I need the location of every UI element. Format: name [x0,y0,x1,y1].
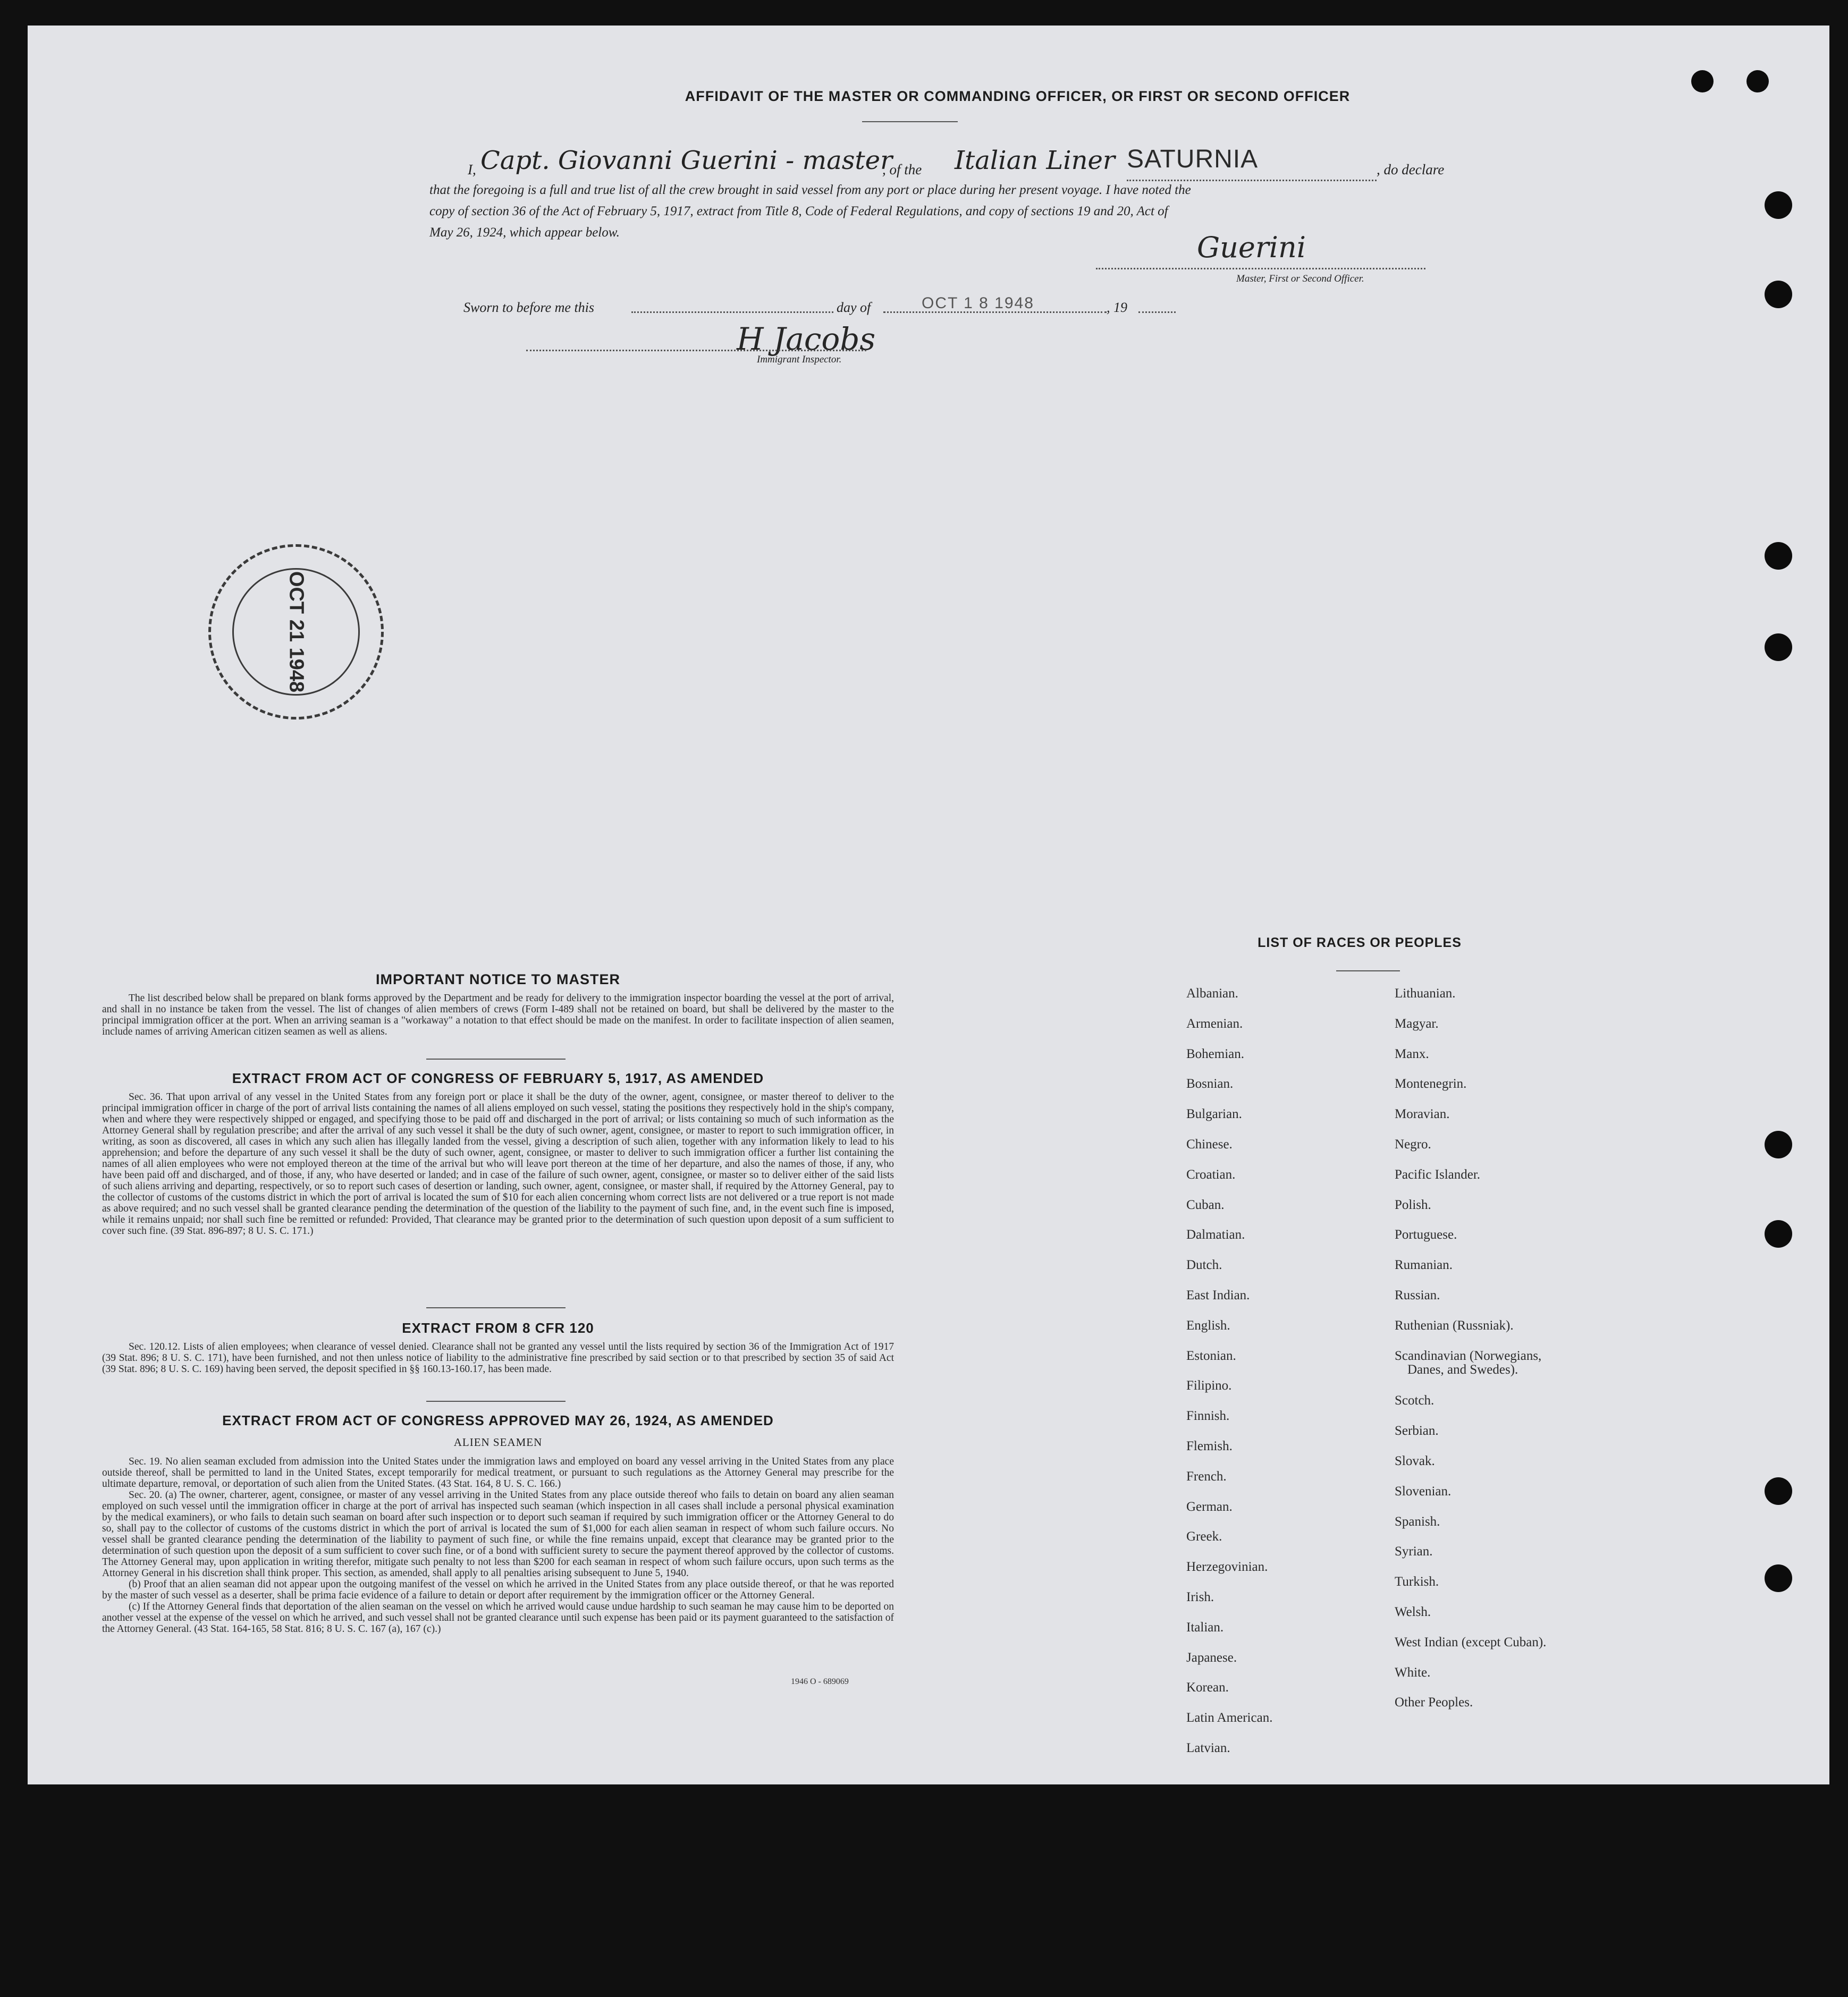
section-20b-paragraph: (b) Proof that an alien seaman did not appear upon the outgoing manifest of the vessel on which he arrived in the United States from any place outside thereof, or that he was reported by the master of such vessel as a deserter, shall be prima facie evidence of a failure to detain or deport after requirement by the immigration officer or the Attorney General. [102,1579,894,1601]
received-date-stamp [208,544,384,720]
race-item: Latin American. [1186,1711,1273,1725]
race-item: Korean. [1186,1680,1229,1695]
master-name: Capt. Giovanni Guerini - master [480,146,893,175]
race-item: Portuguese. [1395,1228,1457,1242]
race-item: Herzegovinian. [1186,1560,1268,1575]
affidavit-line-3: copy of section 36 of the Act of February 5, 1917, extract from Title 8, Code of Federal Regulations, and copy of sections 19 and 20, Act of [429,204,1168,218]
race-item: Ruthenian (Russniak). [1395,1318,1514,1333]
race-item: Dalmatian. [1186,1228,1245,1242]
punch-hole [1765,633,1792,661]
race-item: Scandinavian (Norwegians, [1395,1348,1542,1363]
race-item: Filipino. [1186,1378,1232,1393]
race-item: Bohemian. [1186,1046,1245,1061]
race-item: Armenian. [1186,1016,1243,1031]
race-item-continuation: Danes, and Swedes). [1407,1362,1518,1377]
day-of-label: day of [837,300,871,315]
extract-1924-title: EXTRACT FROM ACT OF CONGRESS APPROVED MAY 26, 1924, AS AMENDED [222,1412,774,1428]
race-item: Chinese. [1186,1137,1233,1152]
race-item: French. [1186,1469,1227,1484]
punch-hole [1765,281,1792,308]
punch-hole [1765,542,1792,570]
affidavit-line-2: that the foregoing is a full and true list of all the crew brought in said vessel from any port or place during her present voyage. I have noted the [429,183,1191,197]
races-left-column [1186,986,1388,1783]
extract-1917-title: EXTRACT FROM ACT OF CONGRESS OF FEBRUARY 5, 1917, AS AMENDED [232,1070,764,1086]
race-item: Welsh. [1395,1605,1431,1619]
race-item: Dutch. [1186,1258,1222,1273]
race-item: Irish. [1186,1590,1214,1604]
section-19-paragraph: Sec. 19. No alien seaman excluded from admission into the United States under the immigration laws and employed on board any vessel arriving in the United States from any place outside thereof, shall be permitted to land in the United States, except temporarily for medical treatment, or pursuant to such regulations as the Attorney General may prescribe for the ultimate departure, removal, or deportation of such alien from the United States. (43 Stat. 164, 8 U. S. C. 166.) [102,1456,894,1490]
punch-hole [1765,1220,1792,1248]
section-20c-paragraph: (c) If the Attorney General finds that deportation of the alien seaman on the vessel on which he arrived would cause undue hardship to such seaman he may cause him to be deported on another vessel at the expense of the vessel on which he arrived, and such vessel shall not be granted clearance until such expense has been paid or its payment guaranteed to the satisfaction of the Attorney General. (43 Stat. 164-165, 58 Stat. 816; 8 U. S. C. 167 (a), 167 (c).) [102,1601,894,1635]
extract-cfr-text [102,1341,894,1375]
document-page [28,26,1829,1784]
race-item: Spanish. [1395,1514,1440,1529]
race-item: Russian. [1395,1288,1440,1302]
race-item: Slovak. [1395,1454,1435,1468]
race-item: White. [1395,1665,1431,1680]
race-item: Rumanian. [1395,1258,1453,1273]
label-i: I, [468,162,476,177]
divider [862,121,958,122]
race-item: Moravian. [1395,1107,1450,1122]
race-item: Albanian. [1186,986,1238,1001]
extract-1924-text [102,1456,894,1635]
race-item: Bulgarian. [1186,1107,1242,1122]
divider [426,1401,566,1402]
inspector-signature: H Jacobs [737,321,876,357]
race-item: Flemish. [1186,1439,1233,1453]
notice-paragraph: The list described below shall be prepared on blank forms approved by the Department and be ready for delivery to the immigration inspector boarding the vessel at the port of arrival, and shall in no instance be taken from the vessel. The list of changes of alien members of crews (Form I-489 shall not be retained on board, but shall be delivered by the master to the principal immigration officer at the port. When an arriving seaman is a "workaway" a notation to that effect should be made on the manifest. In order to facilitate inspection of alien seamen, include names of arriving American citizen seamen as well as aliens. [102,993,894,1037]
race-item: Finnish. [1186,1409,1230,1424]
race-item: Slovenian. [1395,1484,1452,1499]
signature-line [1096,268,1425,269]
stamp-date: OCT 21 1948 [285,571,308,693]
sworn-date-stamp: OCT 1 8 1948 [922,294,1034,312]
race-item: Syrian. [1395,1544,1433,1559]
race-item: Cuban. [1186,1197,1225,1212]
race-item: Scotch. [1395,1393,1434,1408]
race-item: Bosnian. [1186,1077,1234,1091]
race-item: Estonian. [1186,1348,1236,1363]
sworn-day-line [631,311,833,313]
extract-cfr-title: EXTRACT FROM 8 CFR 120 [402,1320,594,1336]
year-line [1138,311,1176,313]
punch-hole [1691,70,1714,92]
race-item: Montenegrin. [1395,1077,1467,1091]
master-signature: Guerini [1197,231,1306,264]
race-item: Croatian. [1186,1167,1236,1182]
punch-hole [1765,1477,1792,1505]
extract-1917-text [102,1091,894,1237]
races-title: LIST OF RACES OR PEOPLES [1258,935,1462,950]
race-item: Negro. [1395,1137,1431,1152]
divider [426,1059,566,1060]
race-item: Manx. [1395,1046,1429,1061]
punch-hole [1746,70,1769,92]
race-item: English. [1186,1318,1230,1333]
affidavit-line-4: May 26, 1924, which appear below. [429,225,620,240]
affidavit-line-1 [468,145,1456,186]
divider [1336,970,1400,971]
notice-text [102,993,894,1037]
race-item: Turkish. [1395,1575,1439,1589]
affidavit-title: AFFIDAVIT OF THE MASTER OR COMMANDING OFFICER, OR FIRST OR SECOND OFFICER [685,88,1351,104]
section-36-paragraph: Sec. 36. That upon arrival of any vessel in the United States from any foreign port or place it shall be the duty of the owner, agent, consignee, or master thereof to deliver to the principal immigration officer in charge of the port of arrival lists containing the names of all aliens employed on such vessel, stating the positions they respectively hold in the ship's company, when and where they were respectively shipped or engaged, and specifying those to be paid off and discharged in the port of arrival; or lists containing so much of such information as the Attorney General shall by regulation prescribe; and after the arrival of any such vessel it shall be the duty of such owner, agent, consignee, or master to report to such immigration officer, in writing, as soon as discovered, all cases in which any such alien has illegally landed from the vessel, giving a description of such alien, together with any information likely to lead to his apprehension; and before the departure of any such vessel it shall be the duty of such owner, agent, consignee, or master to deliver to such immigration officer a further list containing the names of all alien employees who were not employed thereon at the time of the arrival but who will leave port thereon at the time of her departure, and also the names of those, if any, who have been paid off and discharged, and of those, if any, who have deserted or landed; and in case of the failure of such owner, agent, consignee, or master so to deliver either of the said lists of such aliens arriving and departing, respectively, or so to report such cases of desertion or landing, such owner, agent, consignee, or master shall, if required by the Attorney General, pay to the collector of customs of the customs district in which the port of arrival is located the sum of $10 for each alien concerning whom correct lists are not delivered or a true report is not made as above required; and no such vessel shall be granted clearance pending the determination of the question of the liability to the payment of such fine, and, in the event such fine is imposed, while it remains unpaid; nor shall such fine be remitted or refunded: Provided, That clearance may be granted prior to the determination of such question upon deposit of a sum sufficient to cover such fine. (39 Stat. 896-897; 8 U. S. C. 171.) [102,1091,894,1237]
race-item: Greek. [1186,1529,1222,1544]
section-120-paragraph: Sec. 120.12. Lists of alien employees; when clearance of vessel denied. Clearance shall not be granted any vessel until the lists required by section 36 of the Immigration Act of 1917 (39 Stat. 896; 8 U. S. C. 171), have been furnished, and not then unless notice of liability to the administrative fine prescribed by said section or to that prescribed by section 35 of said Act (39 Stat. 896; 8 U. S. C. 169) having been served, the deposit specified in §§ 160.13-160.17, has been made. [102,1341,894,1375]
label-of-the: , of the [882,162,922,177]
inspector-line [526,350,866,351]
master-caption: Master, First or Second Officer. [1236,273,1364,284]
extract-1924-subtitle: ALIEN SEAMEN [453,1436,543,1449]
section-20a-paragraph: Sec. 20. (a) The owner, charterer, agent, consignee, or master of any vessel arriving in the United States from any place outside thereof who fails to detain on board any alien seaman employed on such vessel until the immigration officer in charge at the port of arrival has inspected such seaman (which inspection in all cases shall include a personal physical examination by the medical examiners), or who fails to detain such seaman on board after such inspection or to deport such seaman if required by such immigration officer or the Attorney General to do so, shall pay to the collector of customs of the customs district in which the port of arrival is located the sum of $1,000 for each alien seaman in respect of whom such failure occurs. No vessel shall be granted clearance pending the determination of the liability to payment of such fine, or while the fine remains unpaid, except that clearance may be granted prior to the determination of such question upon the deposit of a sum sufficient to cover such fine, or of a bond with sufficient surety to secure the payment thereof approved by the collector of customs. The Attorney General may, upon application in writing therefor, mitigate such penalty to not less than $200 for each seaman in respect of whom such failure occurs, upon such terms as the Attorney General in his discretion shall think proper. This section, as amended, shall apply to all penalties arising subsequent to June 5, 1940. [102,1490,894,1579]
race-item: Italian. [1186,1620,1224,1635]
race-item: Magyar. [1395,1016,1439,1031]
race-item: Other Peoples. [1395,1695,1473,1710]
race-item: Serbian. [1395,1424,1439,1438]
race-item: German. [1186,1499,1233,1514]
inspector-caption: Immigrant Inspector. [757,354,842,365]
race-item: Lithuanian. [1395,986,1456,1001]
label-do-declare: , do declare [1377,162,1445,177]
race-item: Pacific Islander. [1395,1167,1481,1182]
race-item: Latvian. [1186,1741,1230,1755]
race-item: East Indian. [1186,1288,1250,1302]
notice-title: IMPORTANT NOTICE TO MASTER [376,971,620,987]
vessel-name: SATURNIA [1127,145,1259,173]
year-label: , 19 [1107,300,1127,315]
race-item: West Indian (except Cuban). [1395,1635,1547,1649]
punch-hole [1765,1131,1792,1158]
punch-hole [1765,191,1792,219]
race-item: Japanese. [1186,1650,1237,1665]
sworn-label: Sworn to before me this [463,300,595,315]
race-item: Polish. [1395,1197,1431,1212]
sworn-month-line [883,311,1107,313]
divider [426,1307,566,1308]
punch-hole [1765,1564,1792,1592]
vessel-type: Italian Liner [955,146,1115,175]
name-dotted-line [1127,180,1377,181]
print-code: 1946 O - 689069 [791,1677,849,1686]
races-right-column [1395,986,1714,1783]
